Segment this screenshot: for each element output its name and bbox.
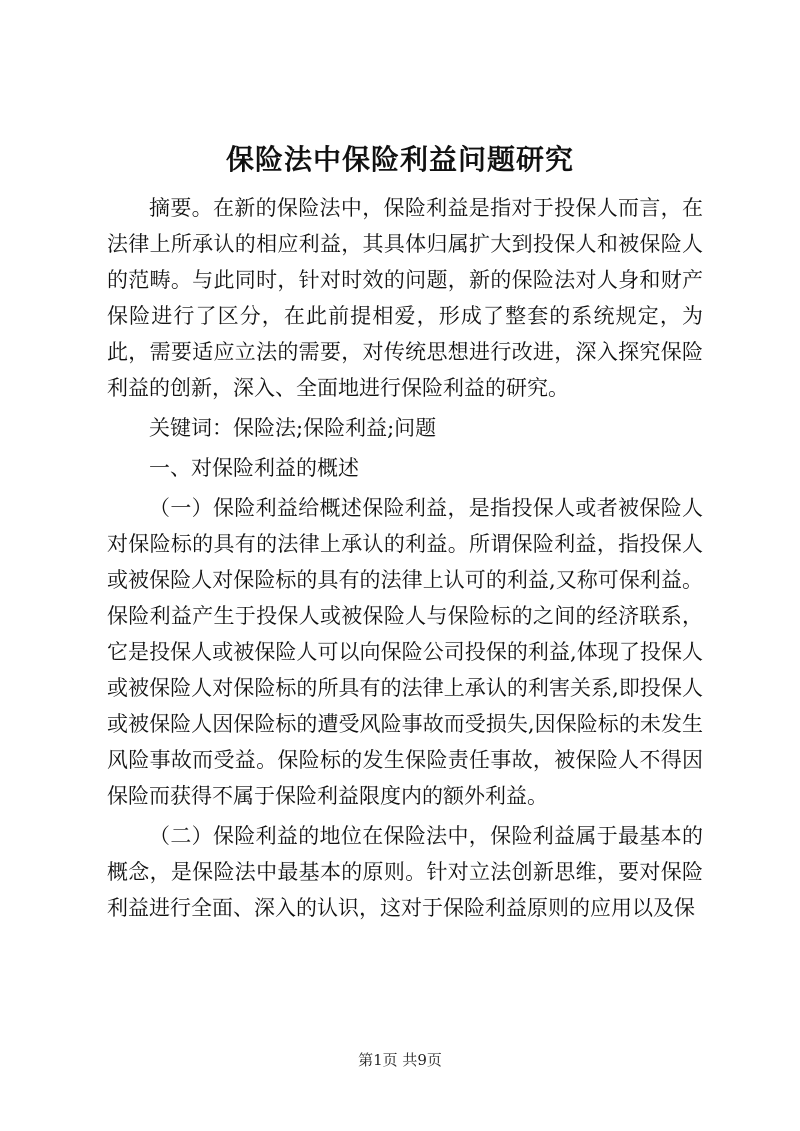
keywords-paragraph: 关键词：保险法;保险利益;问题	[149, 416, 437, 440]
document-body	[107, 190, 703, 926]
page-footer: 第1页 共9页	[358, 1051, 442, 1069]
abstract-paragraph: 摘要。在新的保险法中，保险利益是指对于投保人而言，在法律上所承认的相应利益，其具体归属扩大到投保人和被保险人的范畴。与此同时，针对时效的问题，新的保险法对人身和财产保险进行了区分，在此前提相爱，形成了整套的系统规定，为此，需要适应立法的需要，对传统思想进行改进，深入探究保险利益的创新，深入、全面地进行保险利益的研究。	[107, 196, 703, 400]
document-title: 保险法中保险利益问题研究	[225, 143, 574, 176]
section-heading: 一、对保险利益的概述	[149, 456, 359, 480]
body-paragraph: （二）保险利益的地位在保险法中，保险利益属于最基本的概念，是保险法中最基本的原则。针对立法创新思维，要对保险利益进行全面、深入的认识，这对于保险利益原则的应用以及保	[107, 824, 703, 920]
body-paragraph: （一）保险利益给概述保险利益，是指投保人或者被保险人对保险标的具有的法律上承认的利益。所谓保险利益，指投保人或被保险人对保险标的具有的法律上认可的利益,又称可保利益。保险利益产生于投保人或被保险人与保险标的之间的经济联系，它是投保人或被保险人可以向保险公司投保的利益,体现了投保人或被保险人对保险标的所具有的法律上承认的利害关系,即投保人或被保险人因保险标的遭受风险事故而受损失,因保险标的未发生风险事故而受益。保险标的发生保险责任事故，被保险人不得因保险而获得不属于保险利益限度内的额外利益。	[107, 496, 703, 808]
